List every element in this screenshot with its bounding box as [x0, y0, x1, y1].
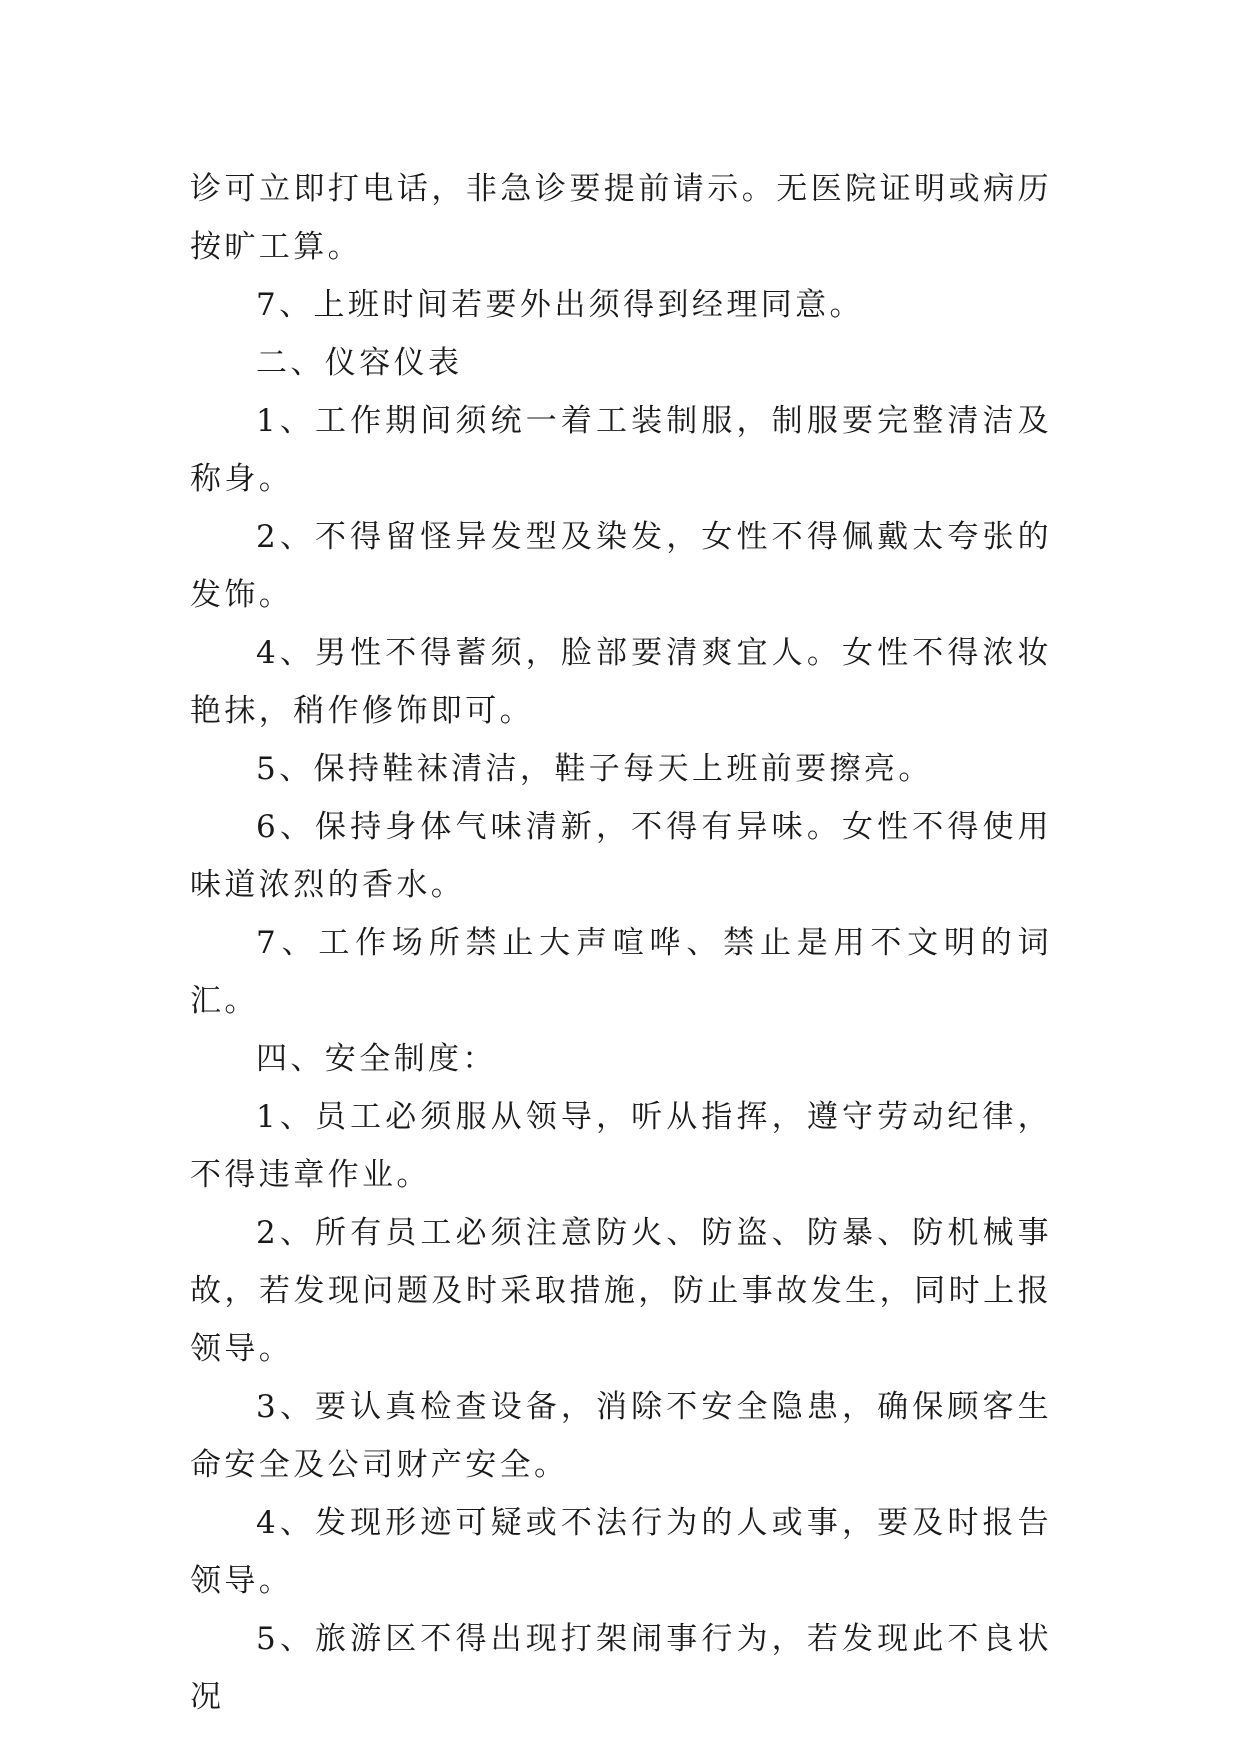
- paragraph: 诊可立即打电话，非急诊要提前请示。无医院证明或病历按旷工算。: [190, 171, 1052, 265]
- paragraph: 4、男性不得蓄须，脸部要清爽宜人。女性不得浓妆艳抹，稍作修饰即可。: [190, 635, 1052, 729]
- paragraph: 7、工作场所禁止大声喧哗、禁止是用不文明的词汇。: [190, 925, 1052, 1019]
- section-heading: 四、安全制度：: [256, 1041, 497, 1077]
- paragraph: 1、员工必须服从领导，听从指挥，遵守劳动纪律，不得违章作业。: [190, 1099, 1052, 1193]
- paragraph: 5、保持鞋袜清洁，鞋子每天上班前要擦亮。: [256, 751, 933, 787]
- paragraph: 6、保持身体气味清新，不得有异味。女性不得使用味道浓烈的香水。: [190, 809, 1052, 903]
- paragraph: 5、旅游区不得出现打架闹事行为，若发现此不良状况: [190, 1621, 1052, 1715]
- section-heading: 二、仪容仪表: [256, 345, 463, 381]
- paragraph: 1、工作期间须统一着工装制服，制服要完整清洁及称身。: [190, 403, 1052, 497]
- paragraph: 7、上班时间若要外出须得到经理同意。: [256, 287, 864, 323]
- paragraph: 3、要认真检查设备，消除不安全隐患，确保顾客生命安全及公司财产安全。: [190, 1389, 1052, 1483]
- paragraph: 4、发现形迹可疑或不法行为的人或事，要及时报告领导。: [190, 1505, 1052, 1599]
- paragraph: 2、不得留怪异发型及染发，女性不得佩戴太夸张的发饰。: [190, 519, 1052, 613]
- paragraph: 2、所有员工必须注意防火、防盗、防暴、防机械事故，若发现问题及时采取措施，防止事故发生，同时上报领导。: [190, 1215, 1052, 1367]
- document-body: [190, 160, 1052, 1726]
